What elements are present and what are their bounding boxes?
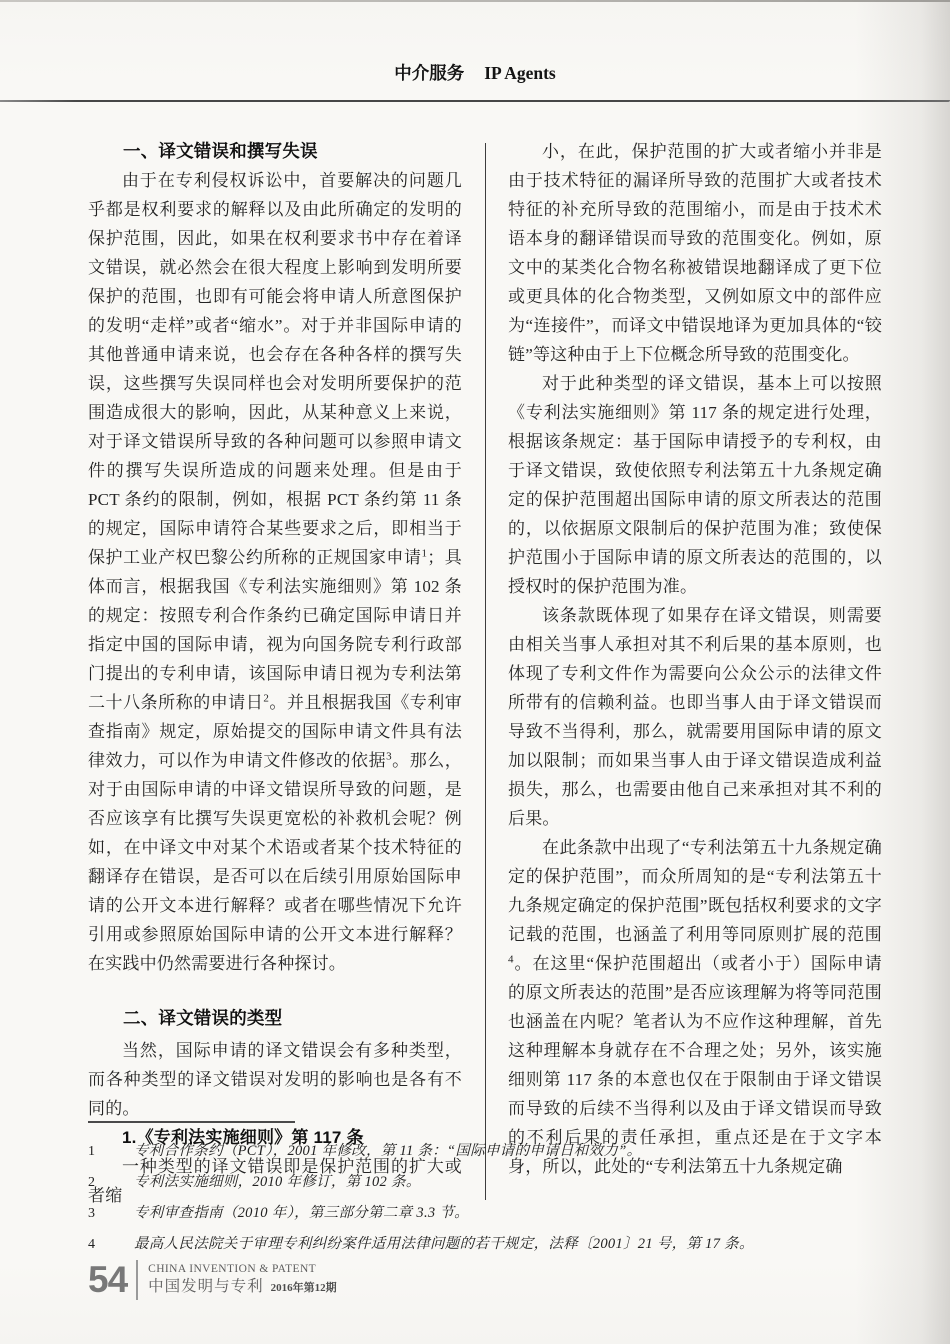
footnote-text: 专利审查指南（2010 年），第三部分第二章 3.3 节。 bbox=[134, 1205, 469, 1221]
footnote-item bbox=[88, 1198, 888, 1229]
paragraph: 小，在此，保护范围的扩大或者缩小并非是由于技术特征的漏译所导致的范围扩大或者技术特征的补充所导致的范围缩小，而是由于技术术语本身的翻译错误而导致的范围变化。例如，原文中的某类化合物名称被错误地翻译成了更下位或更具体的化合物类型，又例如原文中的部件应为“连接件”，而译文中错误地译为更加具体的“铰链”等这种由于上下位概念所导致的范围变化。 bbox=[508, 142, 882, 364]
footnote-separator bbox=[88, 1121, 295, 1123]
paragraph-text: 。那么，对于由国际申请的中译文错误所导致的问题，是否应该享有比撰写失误更宽松的补救机会呢？例如，在中译文中对某个术语或者某个技术特征的翻译存在错误，是否可以在后续引用原始国际申请的公开文本进行解释？或者在哪些情况下允许引用或参照原始国际申请的公开文本进行解释？在实践中仍然需要进行各种探讨。 bbox=[88, 751, 462, 973]
paragraph: 对于此种类型的译文错误，基本上可以按照《专利法实施细则》第 117 条的规定进行处理，根据该条规定：基于国际申请授予的专利权，由于译文错误，致使依照专利法第五十九条规定确定的保护范围超出国际申请的原文所表达的范围的，以依据原文限制后的保护范围为准；致使保护范围小于国际申请的原文所表达的范围的，以授权时的保护范围为准。 bbox=[508, 374, 882, 596]
paragraph-text: ；具体而言，根据我国《专利法实施细则》第 102 条的规定：按照专利合作条约已确定国际申请日并指定中国的国际申请，视为向国务院专利行政部门提出的专利申请，该国际申请日视为专利法第二十八条所称的申请日 bbox=[88, 548, 462, 712]
footnote-number: 3 bbox=[88, 1206, 95, 1221]
running-header bbox=[0, 60, 950, 85]
page-top-edge bbox=[0, 0, 950, 2]
header-category-cn: 中介服务 bbox=[394, 63, 465, 83]
footnote-ref-2: 2 bbox=[263, 692, 270, 705]
footnote-text: 最高人民法院关于审理专利纠纷案件适用法律问题的若干规定，法释〔2001〕21 号，第 17 条。 bbox=[134, 1236, 754, 1252]
paragraph: 一种类型的译文错误即是保护范围的扩大或者缩 bbox=[88, 1157, 462, 1205]
journal-identity bbox=[148, 1262, 337, 1298]
footnote-item bbox=[88, 1229, 888, 1260]
paragraph: 当然，国际申请的译文错误会有多种类型，而各种类型的译文错误对发明的影响也是各有不同的。 bbox=[88, 1041, 462, 1118]
journal-name-row bbox=[148, 1277, 337, 1298]
issue-label: 2016年第12期 bbox=[270, 1282, 337, 1294]
paragraph: 该条款既体现了如果存在译文错误，则需要由相关当事人承担对其不利后果的基本原则，也体现了专利文件作为需要向公众公示的法律文件所带有的信赖利益。也即当事人由于译文错误而导致不当得利，那么，就需要用国际申请的原文加以限制；而如果当事人由于译文错误造成利益损失，那么，也需要由他自己来承担对其不利的后果。 bbox=[508, 606, 882, 828]
paragraph-text: 。并且根据我国《专利审查指南》规定，原始提交的国际申请文件具有法律效力，可以作为申请文件修改的依据 bbox=[88, 693, 463, 770]
paragraph bbox=[88, 166, 462, 978]
paragraph bbox=[508, 833, 882, 1181]
section2-heading: 二、译文错误的类型 bbox=[123, 1008, 283, 1028]
footnote-text: 专利合作条约（PCT），2001 年修改，第 11 条：“国际申请的申请日和效力”。 bbox=[134, 1143, 642, 1159]
footnote-text: 专利法实施细则，2010 年修订，第 102 条。 bbox=[134, 1174, 421, 1190]
article-column-right bbox=[508, 137, 882, 1210]
footnote-ref-4: 4 bbox=[508, 953, 514, 966]
footnote-number: 1 bbox=[88, 1144, 95, 1159]
footer-divider-bar bbox=[136, 1260, 138, 1300]
article-body bbox=[88, 137, 882, 1210]
footnote-number: 4 bbox=[88, 1237, 95, 1252]
subsection-heading: 1.《专利法实施细则》第 117 条 bbox=[122, 1128, 364, 1147]
footnote-ref-1: 1 bbox=[421, 547, 428, 560]
section1-heading: 一、译文错误和撰写失误 bbox=[123, 141, 318, 161]
journal-name-en: CHINA INVENTION & PATENT bbox=[148, 1263, 317, 1275]
header-rule bbox=[0, 100, 950, 102]
page-number: 54 bbox=[88, 1259, 128, 1300]
paragraph-text: 。在这里“保护范围超出（或者小于）国际申请的原文所表达的范围”是否应该理解为将等同范围也涵盖在内呢？笔者认为不应作这种理解，首先这种理解本身就存在不合理之处；另外，该实施细则第 117 条的本意也仅在于限制由于译文错误而导致的后续不当得利以及由于译文错误而导致的不利后果的责任承担，重点还是在于文字本身，所以，此处的“专利法第五十九条规定确 bbox=[508, 954, 882, 1176]
footnote-item bbox=[88, 1136, 888, 1167]
header-category-en: IP Agents bbox=[484, 63, 556, 83]
paragraph-text: 由于在专利侵权诉讼中，首要解决的问题几乎都是权利要求的解释以及由此所确定的发明的保护范围，因此，如果在权利要求书中存在着译文错误，就必然会在很大程度上影响到发明所要保护的范围，也即有可能会将申请人所意图保护的发明“走样”或者“缩水”。对于并非国际申请的其他普通申请来说，也会存在各种各样的撰写失误，这些撰写失误同样也会对发明所要保护的范围造成很大的影响，因此，从某种意义上来说，对于译文错误所导致的各种问题可以参照申请文件的撰写失误所造成的问题来处理。但是由于PCT 条约的限制，例如，根据 PCT 条约第 11 条的规定，国际申请符合某些要求之后，即相当于保护工业产权巴黎公约所称的正规国家申请 bbox=[88, 171, 462, 567]
footnote-number: 2 bbox=[88, 1175, 95, 1190]
footnote-ref-3: 3 bbox=[386, 750, 392, 763]
page-footer bbox=[88, 1260, 337, 1300]
article-column-left bbox=[88, 137, 462, 1210]
footnote-item bbox=[88, 1167, 888, 1198]
journal-name-cn: 中国发明与专利 bbox=[148, 1278, 264, 1295]
footnotes-block bbox=[88, 1136, 888, 1260]
column-divider-rule bbox=[485, 143, 486, 1200]
paragraph-text: 在此条款中出现了“专利法第五十九条规定确定的保护范围”，而众所周知的是“专利法第五十九条规定确定的保护范围”既包括权利要求的文字记载的范围，也涵盖了利用等同原则扩展的范围 bbox=[508, 838, 882, 944]
